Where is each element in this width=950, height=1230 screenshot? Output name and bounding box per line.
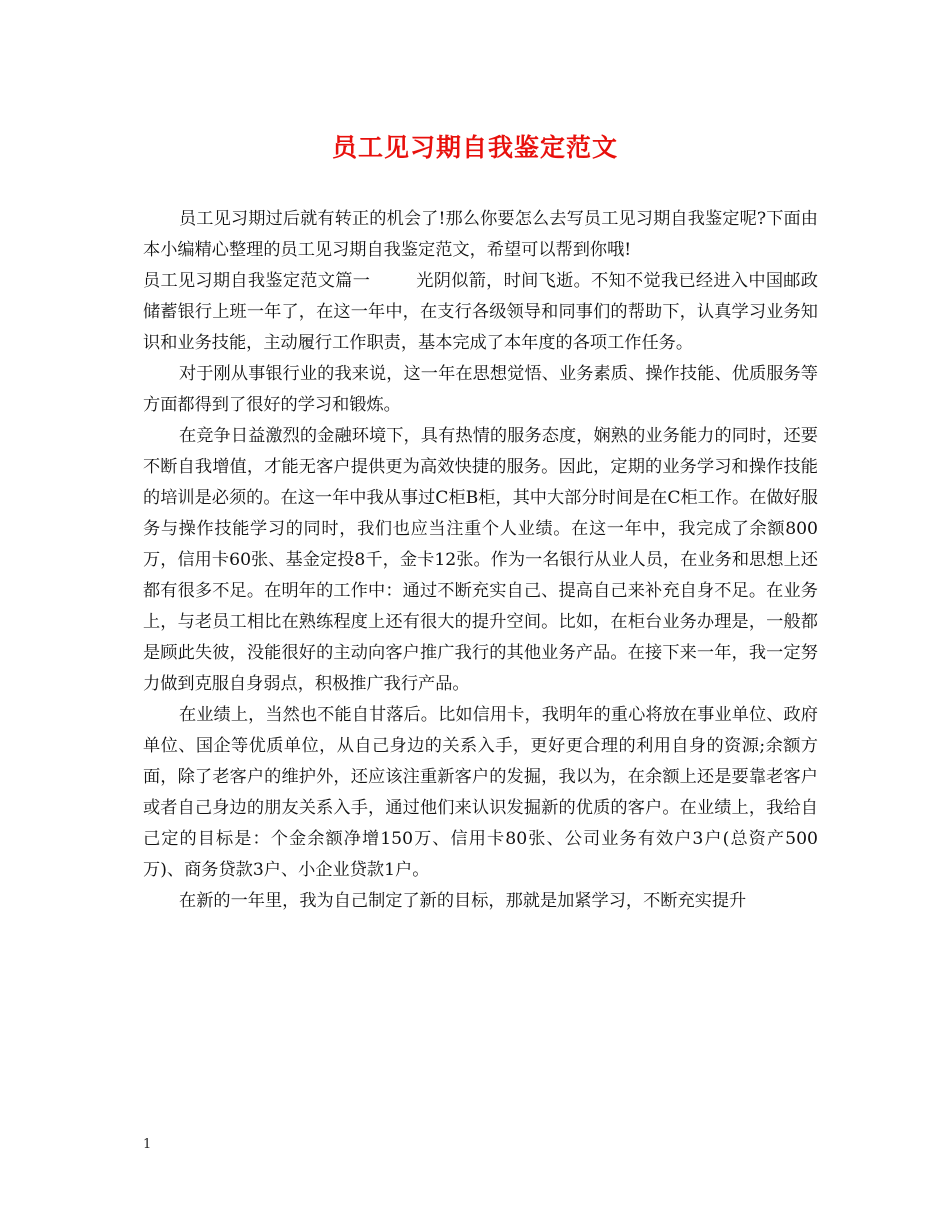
body-paragraph: 在竞争日益激烈的金融环境下，具有热情的服务态度，娴熟的业务能力的同时，还要不断自我增值，才能无客户提供更为高效快捷的服务。因此，定期的业务学习和操作技能的培训是必须的。在这一年中我从事过C柜B柜，其中大部分时间是在C柜工作。在做好服务与操作技能学习的同时，我们也应当注重个人业绩。在这一年中，我完成了余额800万，信用卡60张、基金定投8千，金卡12张。作为一名银行从业人员，在业务和思想上还都有很多不足。在明年的工作中：通过不断充实自己、提高自己来补充自身不足。在业务上，与老员工相比在熟练程度上还有很大的提升空间。比如，在柜台业务办理是，一般都是顾此失彼，没能很好的主动向客户推广我行的其他业务产品。在接下来一年，我一定努力做到克服自身弱点，积极推广我行产品。 [143,426,818,694]
section-heading: 员工见习期自我鉴定范文篇一 [143,271,371,291]
section-first-paragraph: 光阴似箭，时间飞逝。不知不觉我已经进入中国邮政储蓄银行上班一年了，在这一年中，在支行各级领导和同事们的帮助下，认真学习业务知识和业务技能，主动履行工作职责，基本完成了本年度的各项工作任务。 [143,271,818,353]
body-paragraph: 在业绩上，当然也不能自甘落后。比如信用卡，我明年的重心将放在事业单位、政府单位、国企等优质单位，从自己身边的关系入手，更好更合理的利用自身的资源;余额方面，除了老客户的维护外，还应该注重新客户的发掘，我以为，在余额上还是要靠老客户或者自己身边的朋友关系入手，通过他们来认识发掘新的优质的客户。在业绩上，我给自己定的目标是：个金余额净增150万、信用卡80张、公司业务有效户3户(总资产500万)、商务贷款3户、小企业贷款1户。 [143,705,818,880]
page-number: 1 [143,1137,152,1152]
body-paragraph: 对于刚从事银行业的我来说，这一年在思想觉悟、业务素质、操作技能、优质服务等方面都得到了很好的学习和锻炼。 [143,364,818,415]
body-paragraph: 在新的一年里，我为自己制定了新的目标，那就是加紧学习，不断充实提升 [179,891,747,911]
document-title: 员工见习期自我鉴定范文 [331,133,618,162]
section-paragraph [143,266,818,359]
document-body [143,204,818,917]
intro-paragraph: 员工见习期过后就有转正的机会了!那么你要怎么去写员工见习期自我鉴定呢?下面由本小编精心整理的员工见习期自我鉴定范文，希望可以帮到你哦! [143,209,818,260]
